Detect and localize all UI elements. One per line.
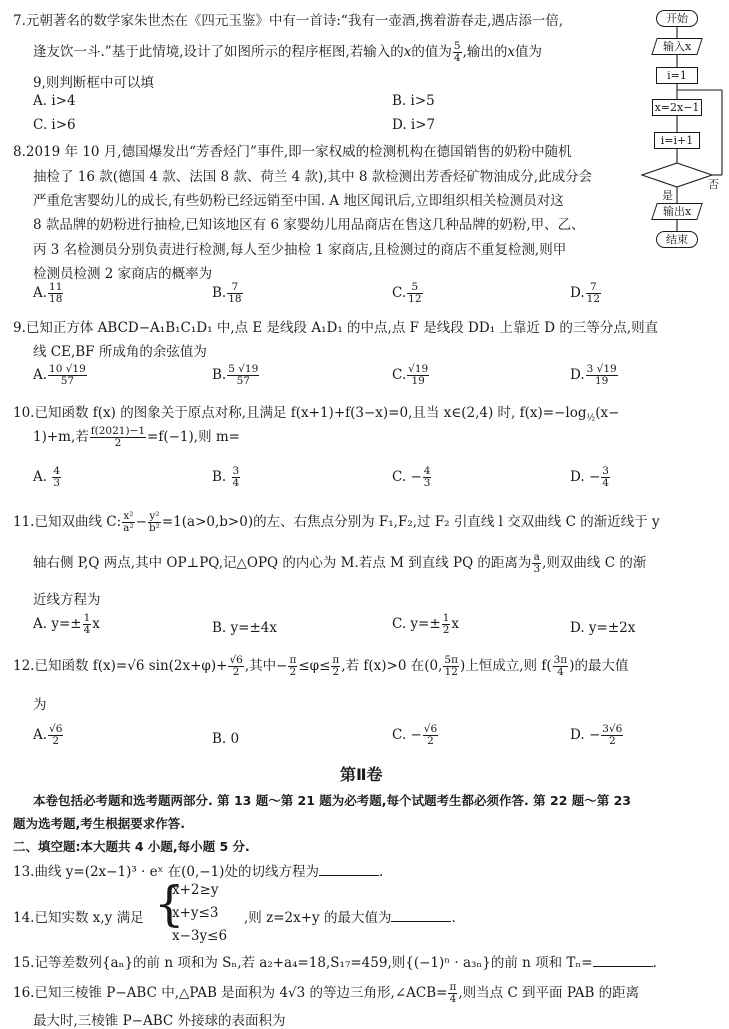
flowchart-update-x: x=2x−1 bbox=[652, 99, 702, 116]
q9-option-a[interactable]: A. $\frac{10 √19}{57}$ bbox=[33, 363, 86, 387]
q12-option-d[interactable]: D. − $\frac{3√6}{2}$ bbox=[570, 723, 623, 747]
q9-line1: 9.已知正方体 ABCD−A₁B₁C₁D₁ 中,点 E 是线段 A₁D₁ 的中点,点 F 是线段 DD₁ 上靠近 D 的三等分点,则直 bbox=[13, 320, 659, 336]
flowchart-init: i=1 bbox=[656, 67, 698, 84]
q8-option-c[interactable]: C. $\frac{5}{12}$ bbox=[392, 281, 422, 305]
q13-answer-blank[interactable] bbox=[319, 863, 379, 876]
q7-option-b[interactable]: B. i>5 bbox=[392, 93, 435, 109]
q10-option-b[interactable]: B. $\frac{3}{4}$ bbox=[212, 465, 240, 489]
q8-line2: 抽检了 16 款(德国 4 款、法国 8 款、荷兰 4 款),其中 8 款检测出芳香烃矿物油成分,此成分会 bbox=[33, 169, 593, 185]
q15-answer-blank[interactable] bbox=[593, 954, 653, 967]
q7-option-c[interactable]: C. i>6 bbox=[33, 117, 76, 133]
q7-line1: 7.元朝著名的数学家朱世杰在《四元玉鉴》中有一首诗:“我有一壶酒,携着游春走,遇店添一倍, bbox=[13, 13, 564, 29]
q9-option-b[interactable]: B. $\frac{5 √19}{57}$ bbox=[212, 363, 259, 387]
q8-line4: 8 款品牌的奶粉进行抽检,已知该地区有 6 家婴幼儿用品商店在售这几种品牌的奶粉,甲、乙、 bbox=[33, 217, 585, 233]
fill-in-section-title: 二、填空题:本大题共 4 小题,每小题 5 分. bbox=[13, 839, 250, 854]
q12-line1: 12.已知函数 f(x)=√6 sin(2x+φ)+ $\frac{√6}{2}$ ,其中− $\frac{\pi}{2}$ ≤φ≤ $\frac{\pi}{2}$ ,若 f(x)>0 在(0, $\frac{5\pi}{12}$ )上恒成立,则 f( $\frac{3\pi}{4}$ )的最大值 bbox=[13, 654, 629, 678]
part2-title: 第Ⅱ卷 bbox=[340, 765, 383, 784]
q8-option-a[interactable]: A. $\frac{11}{18}$ bbox=[33, 281, 63, 305]
q14-constraint-1: x+2≥y bbox=[172, 882, 219, 898]
q8-line1: 8.2019 年 10 月,德国爆发出“芳香烃门”事件,即一家权威的检测机构在德国销售的奶粉中随机 bbox=[13, 144, 572, 160]
q10-line1: 10.已知函数 f(x) 的图象关于原点对称,且满足 f(x+1)+f(3−x)=0,且当 x∈(2,4) 时, $f(x)=-\log_{\frac{1}{2}}(x-$ bbox=[13, 405, 620, 424]
q10-option-d[interactable]: D. − $\frac{3}{4}$ bbox=[570, 465, 609, 489]
q14-answer-blank[interactable] bbox=[391, 909, 451, 922]
q14-constraint-2: x+y≤3 bbox=[172, 905, 219, 921]
q7-option-d[interactable]: D. i>7 bbox=[392, 117, 436, 133]
q8-line6: 检测员检测 2 家商店的概率为 bbox=[33, 266, 213, 282]
q14-tail: ,则 z=2x+y 的最大值为 . bbox=[244, 910, 456, 926]
flowchart-end: 结束 bbox=[656, 231, 698, 248]
q11-line2: 轴右侧 P,Q 两点,其中 OP⊥PQ,记△OPQ 的内心为 M.若点 M 到直线 PQ 的距离为 $\frac{a}{3}$ ,则双曲线 C 的渐 bbox=[33, 551, 647, 575]
flowchart-start: 开始 bbox=[656, 10, 698, 27]
q11-option-c[interactable]: C. y=± $\frac{1}{2}$ x bbox=[392, 612, 459, 636]
q11-option-a[interactable]: A. y=± $\frac{1}{4}$ x bbox=[33, 612, 100, 636]
q10-line2: 1)+m,若 $\frac{f(2021)-1}{2}$ =f(−1),则 m= bbox=[33, 425, 240, 449]
q9-option-d[interactable]: D. $\frac{3 √19}{19}$ bbox=[570, 363, 617, 387]
part2-intro-line2: 题为选考题,考生根据要求作答. bbox=[13, 816, 185, 831]
q14-lead: 14.已知实数 x,y 满足 bbox=[13, 910, 144, 926]
q8-line3: 严重危害婴幼儿的成长,有些奶粉已经远销至中国. A 地区闻讯后,立即组织相关检测员对这 bbox=[33, 193, 564, 209]
q10-option-c[interactable]: C. − $\frac{4}{3}$ bbox=[392, 465, 431, 489]
q16-line1: 16.已知三棱锥 P−ABC 中,△PAB 是面积为 4√3 的等边三角形,∠ACB= $\frac{\pi}{4}$ ,则当点 C 到平面 PAB 的距离 bbox=[13, 981, 640, 1005]
q11-option-b[interactable]: B. y=±4x bbox=[212, 620, 277, 636]
flowchart-output: 输出x bbox=[651, 203, 703, 220]
flowchart-yes-label: 是 bbox=[662, 189, 673, 202]
q16-line2: 最大时,三棱锥 P−ABC 外接球的表面积为 bbox=[33, 1013, 286, 1029]
q15: 15.记等差数列{aₙ}的前 n 项和为 Sₙ,若 a₂+a₄=18,S₁₇=459,则{(−1)ⁿ · a₃ₙ}的前 n 项和 Tₙ= . bbox=[13, 955, 657, 971]
flowchart-input: 输入x bbox=[651, 38, 703, 55]
q9-line2: 线 CE,BF 所成角的余弦值为 bbox=[33, 344, 207, 360]
q14-constraint-3: x−3y≤6 bbox=[172, 928, 228, 944]
q8-option-b[interactable]: B. $\frac{7}{18}$ bbox=[212, 281, 242, 305]
q8-option-d[interactable]: D. $\frac{7}{12}$ bbox=[570, 281, 601, 305]
q7-option-a[interactable]: A. i>4 bbox=[33, 93, 76, 109]
q12-option-b[interactable]: B. 0 bbox=[212, 731, 240, 747]
q7-line2: 逢友饮一斗.”基于此情境,设计了如图所示的程序框图,若输入的x的值为 $\frac{5}{4}$ ,输出的x值为 bbox=[33, 40, 543, 64]
q8-line5: 丙 3 名检测员分别负责进行检测,每人至少抽检 1 家商店,且检测过的商店不重复检测,则甲 bbox=[33, 242, 567, 258]
q12-option-c[interactable]: C. − $\frac{√6}{2}$ bbox=[392, 723, 438, 747]
q11-option-d[interactable]: D. y=±2x bbox=[570, 620, 636, 636]
q11-line3: 近线方程为 bbox=[33, 592, 101, 608]
q11-line1: 11.已知双曲线 C: $\frac{\text{x²}}{\text{a²}}$ − $\frac{\text{y²}}{\text{b²}}$ =1(a>0,b>0)的左、右焦点分别为 F₁,F₂,过 F₂ 引直线 l 交双曲线 C 的渐近线于 y bbox=[13, 510, 660, 534]
flowchart-update-i: i=i+1 bbox=[654, 132, 700, 149]
q7-line3: 9,则判断框中可以填 bbox=[33, 75, 154, 91]
q12-line2: 为 bbox=[33, 697, 47, 713]
flowchart-no-label: 否 bbox=[708, 178, 719, 191]
q13: 13.曲线 y=(2x−1)³ · eˣ 在(0,−1)处的切线方程为 . bbox=[13, 864, 384, 880]
q10-option-a[interactable]: A. $\frac{4}{3}$ bbox=[33, 465, 61, 489]
part2-intro-line1: 本卷包括必考题和选考题两部分. 第 13 题～第 21 题为必考题,每个试题考生都必须作答. 第 22 题～第 23 bbox=[33, 793, 631, 808]
q14-brace: { bbox=[154, 876, 185, 932]
q12-option-a[interactable]: A. $\frac{√6}{2}$ bbox=[33, 723, 63, 747]
q9-option-c[interactable]: C. $\frac{√19}{19}$ bbox=[392, 363, 429, 387]
